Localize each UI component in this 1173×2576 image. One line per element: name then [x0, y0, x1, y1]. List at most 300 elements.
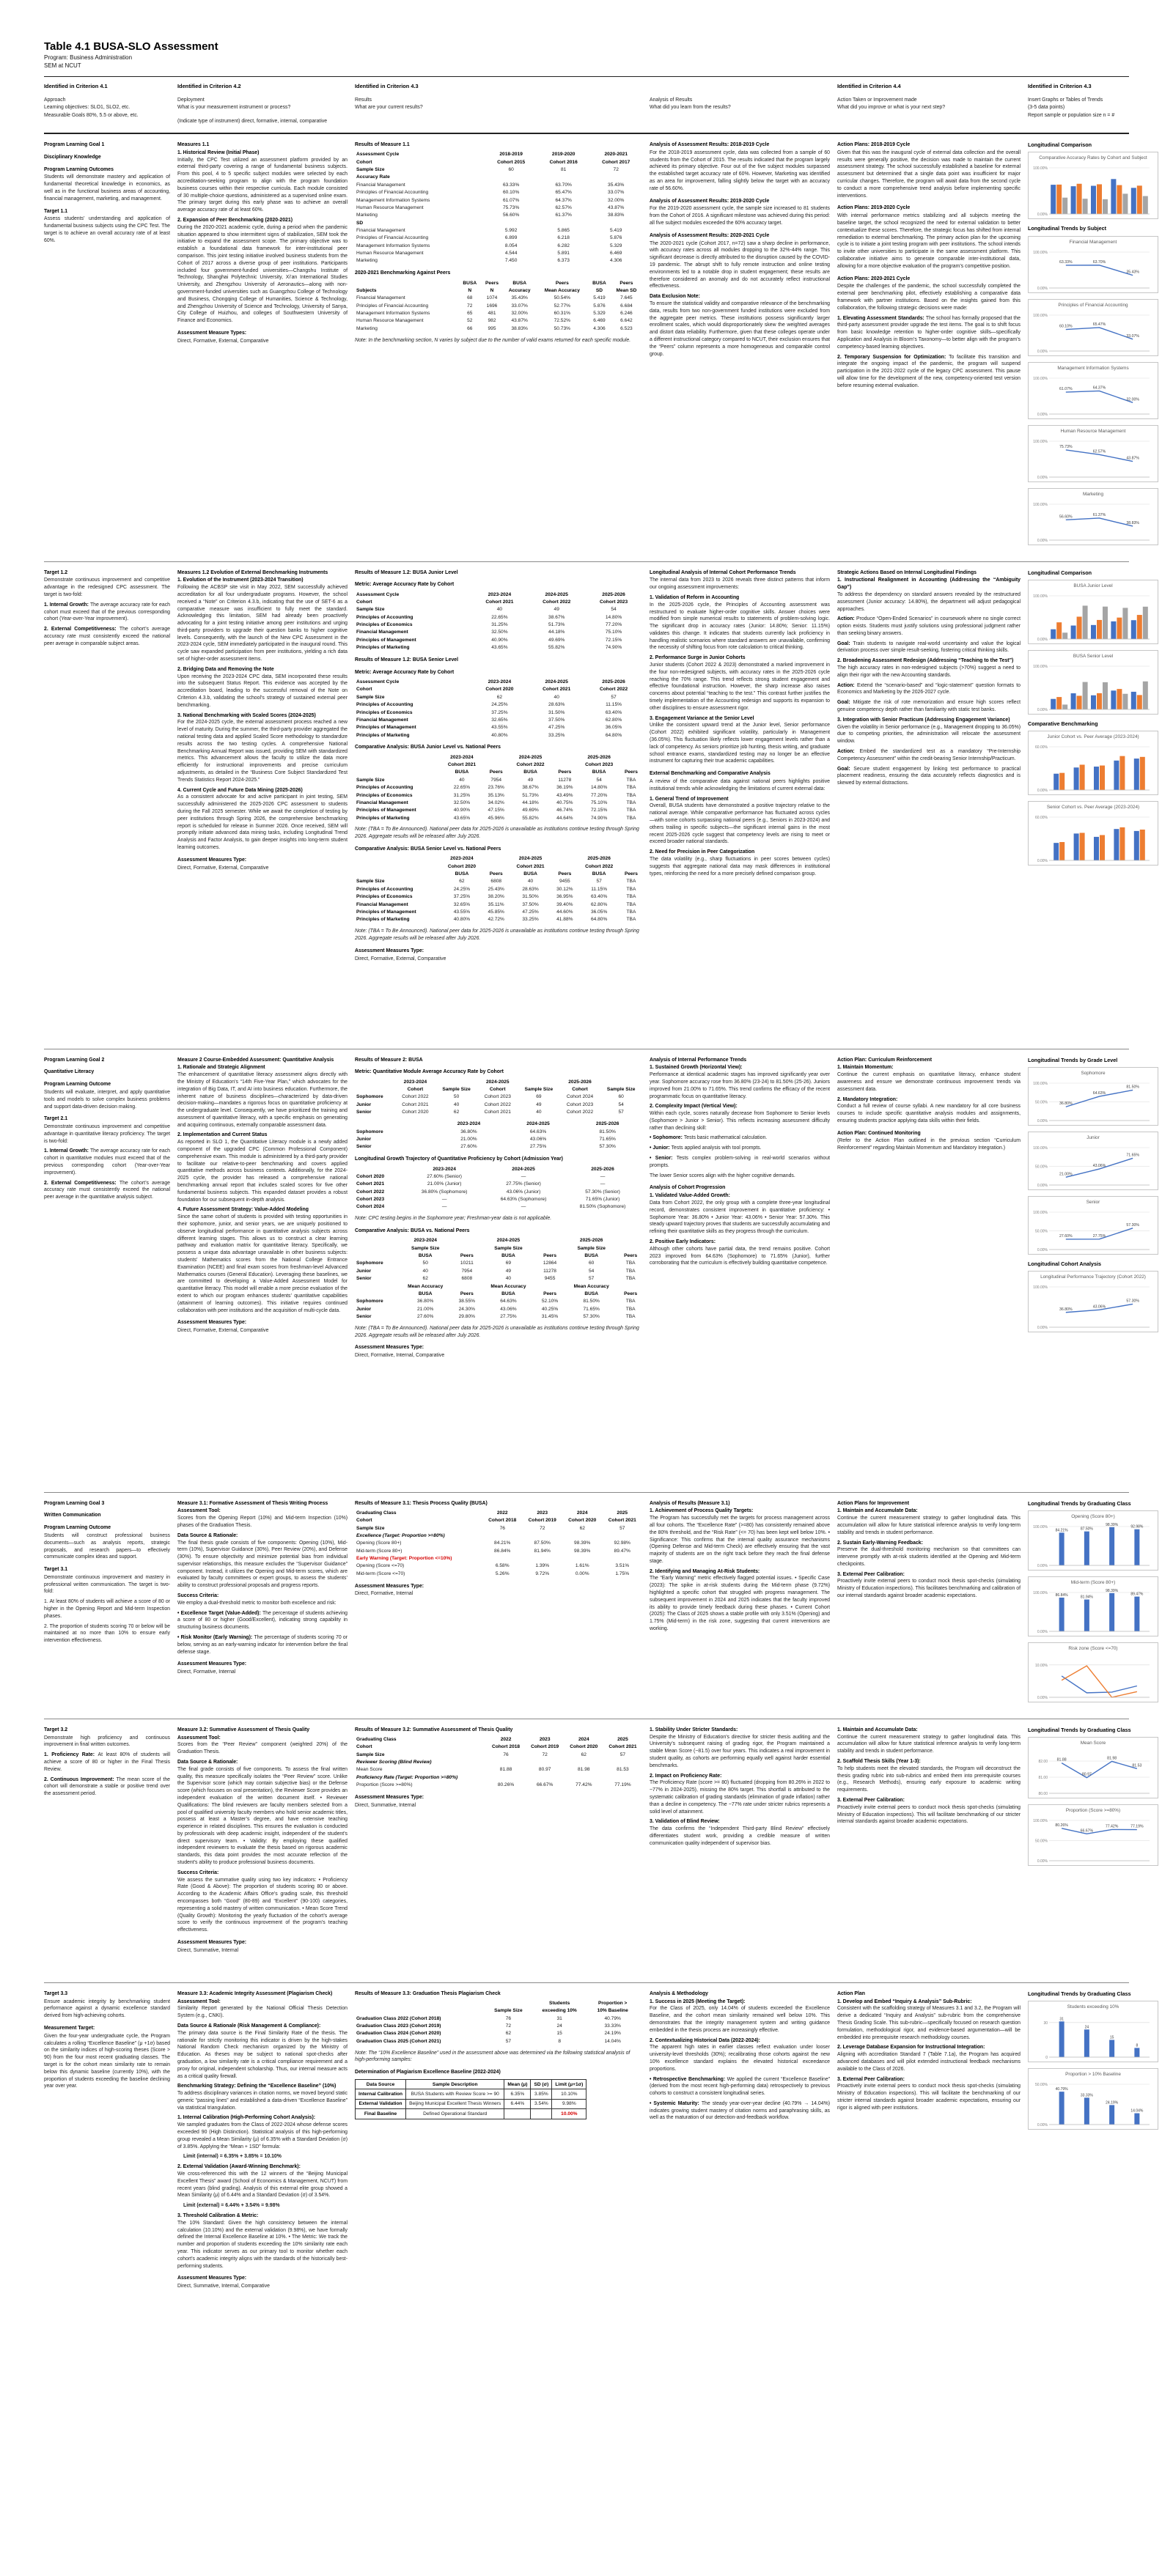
- chart-box: [1028, 801, 1158, 866]
- table-cell: 32.50%: [491, 630, 508, 635]
- paragraph: For the 2018-2019 assessment cycle, data was collected from a sample of 60 students from the Cohort of 2015. The results indicated that the program largely achieved its primary objective. Four out of the five subject modules surpassed the established target accuracy rate of 60%. However, Marketing was identified as an area for improvement, falling slightly below the target with an accuracy rate of 56.60%.: [650, 150, 830, 191]
- table-cell: [638, 2007, 642, 2015]
- chart-box: [1028, 1067, 1158, 1126]
- table-cell: 28.63%: [548, 702, 565, 708]
- table-row: [355, 242, 642, 249]
- table-cell: Management Information Systems: [356, 311, 430, 316]
- paragraph-label: 1. Develop and Embed “Inquiry & Analysis” Sub-Rubric:: [837, 1999, 972, 2004]
- table-cell: Peers: [624, 1253, 638, 1259]
- table-row: [356, 2080, 586, 2089]
- table-cell: Junior: [356, 1268, 372, 1274]
- table-cell: [638, 2030, 642, 2037]
- svg-text:86.84%: 86.84%: [1055, 1593, 1068, 1598]
- table-cell: Graduating Class: [356, 1737, 397, 1743]
- table-cell: 40.79%: [604, 2015, 621, 2021]
- chart-title: Senior Cohort vs. Peer Average (2023-2024): [1046, 804, 1140, 810]
- table-row: [355, 753, 642, 761]
- table-cell: 57: [619, 1525, 625, 1531]
- svg-text:92.98%: 92.98%: [1130, 1524, 1144, 1529]
- paragraph: 1. Historical Review (Initial Phase) Initially, the CPC Test utilized an assessment platform provided by an external third-party covering a range of fundamental business subjects. From this pool, 4 to 5 specific subject modules were selected by each accreditation-seeking program to align with the program foundation business courses within their respective curricula. Each module consisted of 30 multiple-choice questions, administered as a supervised online exam. The primary target during this early phase was to achieve an overall average accuracy rate of at least 60%.: [177, 150, 348, 213]
- table-cell: 30.12%: [556, 886, 573, 892]
- table-cell: 21.00% (Junior): [427, 1181, 462, 1187]
- table-cell: 2024-2025: [512, 1166, 535, 1172]
- chart-title: Marketing: [1082, 491, 1104, 497]
- criterion-label: Identified in Criterion 4.3: [1028, 83, 1092, 89]
- paragraph-label: • Risk Monitor (Early Warning):: [177, 1635, 254, 1641]
- table-cell: Sample Size: [494, 1245, 523, 1251]
- svg-text:82.00: 82.00: [1038, 1759, 1048, 1764]
- table-cell: 6.218: [557, 235, 570, 241]
- paragraph: Direct, Summative, Internal, Comparative: [177, 2284, 270, 2289]
- page-title: Table 4.1 BUSA-SLO Assessment: [44, 40, 218, 53]
- chart-canvas: [1030, 1143, 1153, 1188]
- assessment-row-4: [44, 1492, 1144, 1719]
- table-cell: 5.26%: [495, 1571, 510, 1576]
- paragraph: 1. Validated Value-Added Growth: Data from Cohort 2022, the only group with a complete three-year longitudinal record, demonstrates consistent improvement in quantitative proficiency: • Sophomore Year: 36.80% • Junior Year: 43.06% • Senior Year: 57.30%. This steady upward trajectory proves that students are successfully accumulating and refining their quantitative skills as they progress through the curriculum.: [650, 1193, 830, 1235]
- paragraph: 3. Validation of Blind Review: The data confirms the “Independent Third-party Blind Review” effectively differentiates student work, providing a credible measure of written communication quality independent of supervisor bias.: [650, 1819, 830, 1846]
- chart-group-label: Longitudinal Comparison: [1028, 141, 1092, 149]
- data-table: [355, 679, 642, 739]
- section-heading: Comparative Analysis: BUSA Senior Level vs. National Peers: [355, 846, 501, 852]
- table-cell: BUSA: [584, 1253, 599, 1259]
- section-heading: Measure 3.2: Summative Assessment of Thesis Quality: [177, 1727, 310, 1732]
- svg-text:0.00%: 0.00%: [1037, 1859, 1048, 1864]
- paragraph-label: 3. External Peer Calibration:: [837, 1797, 905, 1803]
- table-row: [355, 2023, 642, 2030]
- table-cell: Sophomore: [356, 1094, 383, 1100]
- table-row: [355, 1267, 642, 1274]
- table-cell: 64.63%: [529, 1129, 547, 1134]
- table-cell: 41.88%: [556, 917, 573, 923]
- table-cell: [536, 1283, 564, 1290]
- criterion-label: Identified in Criterion 4.4: [837, 83, 901, 89]
- paragraph: 1. Rationale and Strategic Alignment The enhancement of quantitative literacy assessment aligns directly with the Ministry of Education’s “14th Five-Year Plan,” which advocates for the integration of Big Data, IT, and AI into business education. Furthermore, the inherent nature of business disciplines—characterized by data-driven decision-making—mandates a rigorous focus on quantitative proficiency at the undergraduate level. Consequently, we have prioritized the training and assessment of quantitative literacy, with a specific emphasis on generating and acquiring continuous, externally comparable assessment data.: [177, 1065, 348, 1128]
- table-cell: Cohort 2024: [356, 1204, 385, 1210]
- criterion-label: Identified in Criterion 4.1: [44, 83, 108, 89]
- table-cell: Sample Size: [356, 1752, 385, 1757]
- table-cell: Financial Management: [356, 717, 408, 723]
- table-cell: 50: [453, 1094, 460, 1100]
- table-cell: [355, 1237, 398, 1244]
- table-cell: Financial Management: [356, 227, 405, 233]
- chart-canvas: [1030, 1748, 1153, 1796]
- table-cell: 9.98%: [552, 2099, 586, 2108]
- section-heading: Metric: Quantitative Module Average Accuracy Rate by Cohort: [355, 1069, 504, 1075]
- svg-text:100.00%: 100.00%: [1033, 502, 1048, 507]
- paragraph-label: 2. Need for Precision in Peer Categorization: [650, 849, 755, 855]
- table-cell: Sample Size: [577, 1245, 606, 1251]
- table-cell: [355, 1165, 405, 1173]
- table-cell: 6.899: [504, 235, 518, 241]
- table-cell: Senior: [356, 1144, 372, 1150]
- paragraph: Assessment Tool: Scores from the Opening Report (10%) and Mid-term Inspection (10%) phases of the Graduation Thesis.: [177, 1508, 348, 1528]
- table-cell: 62: [422, 1276, 428, 1282]
- header-line: Analysis of Results: [650, 97, 693, 103]
- table-cell: 7.450: [504, 258, 518, 264]
- table-cell: BUSA: [592, 770, 606, 775]
- table-cell: Reviewer Scoring (Blind Review): [356, 1760, 432, 1765]
- table-cell: 32.50%: [453, 800, 471, 805]
- table-cell: 6.282: [557, 243, 570, 248]
- table-cell: 32.65%: [491, 717, 508, 723]
- table-row: [355, 916, 642, 923]
- header-col-2: [177, 83, 348, 125]
- table-cell: TBA: [625, 1276, 636, 1282]
- table-cell: 8: [558, 2038, 561, 2044]
- table-cell: 982: [488, 318, 496, 324]
- table-cell: 2024-2025: [545, 591, 568, 597]
- table-cell: 22.65%: [491, 614, 508, 620]
- section-heading: 2020-2021 Benchmarking Against Peers: [355, 270, 451, 276]
- paragraph: 1. Maintain Momentum: Continue the current emphasis on quantitative literacy, enhance student awareness and ensure we demonstrate continuous improvement trends via assessment data.: [837, 1065, 1021, 1092]
- svg-text:24.19%: 24.19%: [1106, 2100, 1119, 2106]
- svg-text:50.00%: 50.00%: [1035, 1839, 1048, 1844]
- table-cell: 77.20%: [590, 792, 608, 798]
- section-heading: Action Plans: 2018-2019 Cycle: [837, 142, 911, 148]
- table-row: [355, 181, 642, 188]
- table-cell: Students: [549, 2001, 570, 2007]
- svg-text:64.63%: 64.63%: [1092, 1090, 1106, 1096]
- table-cell: 44.64%: [556, 815, 573, 821]
- table-cell: 15: [556, 2031, 562, 2037]
- baseline-grid-table: [355, 2079, 586, 2119]
- note-text: Note: CPC testing begins in the Sophomore year; Freshman-year data is not applicable.: [355, 1216, 552, 1222]
- section-heading: Action Plan: Curriculum Reinforcement: [837, 1057, 933, 1063]
- table-cell: BUSA: [455, 770, 469, 775]
- table-cell: 10211: [460, 1261, 474, 1266]
- row2-col3: [355, 569, 642, 1038]
- table-cell: [603, 1759, 642, 1766]
- paragraph: Demonstrate continuous improvement and competitive advantage in quantitative literacy proficiency. The target is two-fold:: [44, 1124, 170, 1144]
- table-row: [355, 1570, 642, 1577]
- table-row: [355, 196, 642, 204]
- chart-group-label: Longitudinal Trends by Graduating Class: [1028, 1726, 1131, 1733]
- table-cell: 64.80%: [605, 732, 622, 738]
- svg-text:100.00%: 100.00%: [1033, 1145, 1048, 1151]
- section-heading: Measure 3.1: Formative Assessment of Thesis Writing Process: [177, 1500, 328, 1506]
- table-cell: 40: [459, 777, 465, 783]
- table-cell: Principles of Accounting: [356, 785, 413, 791]
- svg-text:43.06%: 43.06%: [1092, 1163, 1106, 1168]
- formula-text: Limit (internal) = 6.35% + 3.85% = 10.10%: [183, 2154, 282, 2160]
- table-cell: 31.45%: [541, 1313, 559, 1319]
- table-cell: 36.05%: [605, 725, 622, 731]
- svg-text:0.00%: 0.00%: [1037, 412, 1048, 417]
- paragraph: • Senior: Tests complex problem-solving in real-world scenarios without prompts.: [650, 1156, 830, 1168]
- paragraph: Success Criteria: We employ a dual-threshold metric to monitor both excellence and risk:: [177, 1593, 337, 1606]
- table-cell: [486, 1774, 525, 1781]
- table-row: [355, 166, 642, 174]
- paragraph: Direct, Summative, Internal: [355, 1802, 416, 1808]
- section-heading: Longitudinal Analysis of Internal Cohort Performance Trends: [650, 569, 796, 575]
- table-cell: BUSA: [523, 871, 537, 877]
- table-cell: Defined Operational Standard: [406, 2109, 504, 2119]
- table-cell: Mean Accuracy: [490, 1283, 526, 1289]
- table-cell: Principles of Economics: [356, 894, 413, 900]
- chart-canvas: [1030, 373, 1153, 417]
- paragraph: Direct, Formative, External, Comparative: [177, 865, 269, 871]
- table-cell: [483, 761, 510, 769]
- svg-text:0.00%: 0.00%: [1037, 1247, 1048, 1252]
- table-cell: Principles of Accounting: [356, 614, 413, 620]
- table-cell: Mean (μ): [504, 2080, 531, 2089]
- table-cell: Cohort 2021: [608, 1744, 637, 1750]
- table-cell: Management Information Systems: [356, 243, 430, 248]
- table-cell: [518, 1078, 560, 1085]
- svg-text:80.97: 80.97: [1081, 1772, 1092, 1777]
- paragraph: • Risk Monitor (Early Warning): The percentage of students scoring 70 or below, serving as an early-warning indicator for intervention before the final defense stage.: [177, 1635, 348, 1655]
- table-cell: 12864: [543, 1261, 557, 1266]
- chart-group-label: Longitudinal Trends by Graduating Class: [1028, 1499, 1131, 1507]
- svg-text:36.80%: 36.80%: [1059, 1101, 1073, 1106]
- table-cell: 98.39%: [574, 1540, 591, 1546]
- table-cell: Cohort 2016: [549, 159, 578, 165]
- table-cell: Sample Size: [356, 694, 385, 700]
- svg-text:100.00%: 100.00%: [1033, 1285, 1048, 1290]
- svg-text:61.37%: 61.37%: [1092, 512, 1106, 517]
- table-cell: [537, 174, 590, 181]
- table-cell: Mean Accuracy: [408, 1283, 444, 1289]
- table-cell: Sophomore: [356, 1129, 383, 1134]
- paragraph: 2. Scaffold Thesis Skills (Year 1-3): To help students meet the elevated standards, the Program will deconstruct the thesis grading rubric into sub-rubrics and embed them into prerequisite courses (e.g., Research Methods), ensuring early exposure to academic writing requirements.: [837, 1758, 1021, 1793]
- svg-text:15: 15: [1109, 2035, 1114, 2040]
- table-cell: 92.98%: [614, 1540, 630, 1546]
- data-table: [355, 2000, 642, 2045]
- table-row: [355, 1260, 642, 1267]
- table-row: [355, 598, 642, 605]
- table-cell: [638, 2037, 642, 2045]
- table-cell: 55.82%: [522, 815, 539, 821]
- svg-text:30: 30: [1043, 2020, 1048, 2026]
- table-cell: [565, 1759, 603, 1766]
- paragraph-label: 1. Success in 2025 (Meeting the Target):: [650, 1999, 746, 2004]
- header-line: Deployment: [177, 97, 205, 103]
- table-cell: 5.891: [557, 251, 570, 257]
- table-cell: 44.18%: [522, 800, 539, 805]
- table-row: [355, 1101, 642, 1108]
- paragraph-label: 2. Continuous Improvement:: [44, 1776, 117, 1782]
- table-cell: 66.67%: [536, 1782, 554, 1788]
- table-cell: 31.50%: [548, 709, 565, 715]
- table-cell: 62: [505, 2031, 512, 2037]
- table-cell: 40: [554, 694, 559, 700]
- row6-col4: [650, 1990, 830, 2536]
- table-cell: Peers: [543, 1291, 557, 1296]
- table-cell: [620, 761, 642, 769]
- table-cell: 14.80%: [590, 785, 608, 791]
- table-row: [355, 878, 642, 885]
- paragraph: 2. External Competitiveness: The cohort’s average accuracy rate must consistently exceed the national peer average in the quantitative analysis subject.: [44, 1180, 171, 1200]
- table-row: [355, 1290, 642, 1297]
- table-cell: [600, 1078, 642, 1085]
- table-cell: TBA: [626, 909, 636, 915]
- chart-canvas: [1030, 1587, 1153, 1634]
- chart-box: [1028, 425, 1158, 482]
- svg-text:60.10%: 60.10%: [1059, 324, 1073, 329]
- table-cell: 43.87%: [608, 204, 625, 210]
- table-cell: 43.87%: [511, 318, 528, 324]
- table-row: [356, 2109, 586, 2119]
- table-cell: 76: [503, 1752, 509, 1757]
- table-cell: Mean Score: [356, 1767, 383, 1773]
- table-cell: [435, 1078, 478, 1085]
- table-cell: 32.00%: [608, 197, 625, 203]
- table-cell: 63.40%: [590, 894, 608, 900]
- section-heading: External Benchmarking and Comparative Analysis: [650, 771, 771, 777]
- table-cell: 2018-2019: [499, 152, 523, 158]
- section-heading: Target 3.1: [44, 1567, 68, 1573]
- paragraph: 2. Bridging Data and Removing the Note Upon receiving the 2023-2024 CPC data, SEM incorporated these results into the subsequent Status Report. This evidence was accepted by the accreditation board, leading to the successful removal of the Note on Criterion 4.3.b, validating the school’s strategy of sustained external peer benchmarking.: [177, 666, 348, 708]
- svg-text:81.94%: 81.94%: [1080, 1595, 1093, 1600]
- paragraph: 1. Elevating Assessment Standards: The school has formally proposed that the third-party assessment provider upgrade the test items. The goal is to shift focus from basic knowledge retention to higher-order cognitive skills—specifically Application and Analysis in Bloom’s Taxonomy—to better align with the program’s competency-based learning objectives.: [837, 315, 1021, 350]
- header-line: Action Taken or Improvement made: [837, 97, 917, 103]
- paragraph: Data Source & Rationale: The final grade consists of five components. To assess the final written quality, this measure specifically isolates the “Peer Review” score. Unlike the Supervisor score (which may contain subjective bias) or the Defense score (which focuses on oral presentation), the Reviewer Score provides an independent evaluation of the written document itself. • Reviewer Qualifications: The blind reviewers are faculty members selected from a pool of qualified university faculty members who hold senior academic titles, possess at least a Master’s degree, and have extensive teaching experience in related disciplines. This ensures the evaluation is conducted by professionals with deep academic insight, independent of the student’s direct supervisory team. • Validity: By employing these qualified independent reviewers to evaluate the thesis based on rigorous academic standards, this data point provides the most accurate reflection of the student’s ability to produce professional business documents.: [177, 1759, 348, 1866]
- table-row: [355, 1078, 642, 1085]
- table-cell: Peers: [624, 770, 638, 775]
- paragraph: With internal performance metrics stabilizing and all subjects meeting the baseline target, the school recognized the need for external validation to better contextualize these scores. Therefore, the strategic focus has shifted from internal remediation to external benchmarking. The primary action plan for the upcoming cycle is to initiate a joint testing program with peer institutions. The school intends to invite other universities to participate in the same assessment platform. This collaborative initiative aims to generate comparable inter-institutional data, allowing for a more objective evaluation of the program’s competitive position.: [837, 213, 1021, 269]
- table-cell: 36.80%: [417, 1299, 434, 1304]
- table-cell: Cohort 2019: [531, 1744, 559, 1750]
- section-heading: Quantitative Literacy: [44, 1069, 95, 1075]
- table-cell: 45.85%: [488, 909, 504, 915]
- table-cell: Cohort 2017: [602, 159, 630, 165]
- table-cell: Assessment Cycle: [356, 679, 400, 685]
- paragraph: 2. Temporary Suspension for Optimization: To facilitate this transition and integrate the ongoing impact of the pandemic, the program will suspend participation in the 2021-2022 cycle of the legacy CPC assessment. This pause will allow time for the development of the new, competency-oriented test version before resuming external evaluation.: [837, 354, 1021, 388]
- table-cell: 3.54%: [531, 2099, 552, 2108]
- table-cell: Cohort 2021: [447, 762, 476, 768]
- section-heading: Strategic Actions Based on Internal Longitudinal Findings: [837, 569, 977, 575]
- table-cell: 43.65%: [491, 645, 508, 651]
- section-heading: Measure 3.3: Academic Integrity Assessment (Plagiarism Check): [177, 1990, 333, 1996]
- chart-box: [1028, 362, 1158, 419]
- paragraph: Given that this was the inaugural cycle of external data collection and the overall results were generally positive, the decision was made to maintain the current assessment strategy. The school successfully established a baseline for external assessment but determined that a single data point was insufficient for major curricular changes. Therefore, the program will await data from the second cycle to conduct a more comprehensive trend analysis before implementing specific interventions.: [837, 150, 1021, 199]
- table-cell: Marketing: [356, 213, 378, 218]
- paragraph-label: Goal:: [837, 641, 853, 646]
- paragraph: 2. Identifying and Managing At-Risk Students: The “Early Warning” metric effectively flagged potential issues. • Specific Case (2023): The spike in at-risk students during the Mid-term phase (9.72%) highlighted a specific cohort that struggled with progress management. The subsequent improvement in 2024 and 2025 indicates that the faculty improved its ability to provide timely feedback during these phases. • Current Cohort (2025): The Class of 2025 shows a stable profile with only 3.51% (Opening) and 1.75% (Mid-term) in the risk zone, suggesting that current interventions are working.: [650, 1568, 830, 1632]
- svg-text:24: 24: [1084, 2025, 1089, 2030]
- table-cell: 69: [505, 1261, 512, 1266]
- table-cell: Assessment Cycle: [356, 591, 400, 597]
- data-table: [355, 1509, 642, 1577]
- table-cell: Principles of Marketing: [356, 917, 410, 923]
- table-cell: 5.419: [593, 295, 606, 301]
- assessment-row-6: [44, 1982, 1144, 2547]
- table-cell: 49: [554, 607, 559, 613]
- paragraph-label: Assessment Tool:: [177, 1508, 221, 1514]
- table-cell: 995: [488, 325, 496, 331]
- paragraph-label: Benchmarking Strategy: Defining the “Excellence Baseline” (10%): [177, 2084, 337, 2089]
- table-cell: Principles of Economics: [356, 709, 413, 715]
- table-cell: Cohort: [407, 1086, 424, 1092]
- table-cell: Human Resource Management: [356, 204, 424, 210]
- section-heading: Target 3.2: [44, 1727, 68, 1732]
- table-cell: 77.42%: [576, 1782, 592, 1788]
- table-cell: Graduation Class 2023 (Cohort 2019): [356, 2023, 441, 2029]
- section-heading: Analysis of Assessment Results: 2019-2020 Cycle: [650, 198, 770, 204]
- table-cell: Accuracy: [508, 287, 531, 293]
- table-cell: 71.65% (Junior): [585, 1197, 620, 1203]
- table-cell: Financial Management: [356, 901, 408, 907]
- svg-text:87.50%: 87.50%: [1080, 1527, 1093, 1532]
- row6-col1: [44, 1990, 170, 2536]
- table-cell: 40.90%: [491, 637, 508, 643]
- table-cell: [522, 1554, 562, 1562]
- table-cell: [551, 753, 578, 761]
- table-cell: Cohort 2020: [485, 687, 514, 693]
- table-cell: 57: [589, 1276, 595, 1282]
- table-cell: Senior: [356, 1313, 372, 1319]
- table-cell: Peers: [558, 871, 572, 877]
- row4-col2: [177, 1500, 348, 1708]
- table-cell: 6.373: [557, 258, 570, 264]
- table-row: [355, 250, 642, 257]
- chart-group-label: Comparative Benchmarking: [1028, 720, 1098, 727]
- header-col-5: [837, 83, 1021, 125]
- paragraph-label: 2. Mandatory Integration:: [837, 1096, 898, 1102]
- svg-text:0.00%: 0.00%: [1037, 213, 1048, 218]
- section-heading: Analysis of Assessment Results: 2020-2021 Cycle: [650, 232, 770, 238]
- table-cell: 63.33%: [502, 182, 520, 188]
- paragraph-label: 1. Stability Under Stricter Standards:: [650, 1727, 738, 1732]
- table-cell: 481: [488, 311, 496, 316]
- table-cell: [638, 2000, 642, 2007]
- table-cell: [565, 1774, 603, 1781]
- paragraph: 1. Validation of Reform in Accounting In the 2025-2026 cycle, the Principles of Accounting assessment was restructured to evaluate higher-order cognitive skills. Answer choices were modified from simple numerical results to statements of problem-solving logic. The significant drop in accuracy rates (Junior: 14.80%; Senior: 11.15%) validates this change. It indicates that students currently lack proficiency in handling realistic scenarios where standard answers are unavailable, confirming the necessity of shifting focus from rote calculation to critical thinking.: [650, 594, 830, 651]
- paragraph: The internal data from 2023 to 2026 reveals three distinct patterns that inform our ongoing assessment improvements:: [650, 577, 830, 591]
- table-cell: Internal Calibration: [356, 2089, 406, 2099]
- table-row: [355, 174, 642, 181]
- table-row: [355, 1196, 642, 1203]
- paragraph: Goal: Train students to navigate real-world uncertainty and value the logical derivation process over simple result-seeking, fostering critical thinking skills.: [837, 641, 1021, 654]
- table-cell: 1696: [486, 303, 498, 309]
- table-cell: 1.61%: [575, 1563, 589, 1569]
- section-heading: Assessment Measures Type:: [177, 2276, 247, 2281]
- paragraph: 4. Future Assessment Strategy: Value-Added Modeling Since the same cohort of students is provided with testing opportunities in their sophomore, junior, and senior years, we are uniquely positioned to observe longitudinal performance in quantitative analysis subjects across different learning stages. This allows us to construct a clear learning pathway and evaluation matrix for quantitative literacy. Specifically, we possess a unique data advantage unavailable in other business subjects: students’ Mathematics scores from the National College Entrance Examination (NCEE) and final exam scores from freshman-level Advanced Mathematics courses (General Education). Leveraging these baselines, we are committed to developing a Value-Added Assessment Model for quantitative literacy. This model will enable a more precise evaluation of the extent to which our program enhances students’ quantitative capabilities (attainment of learning outcomes). This initiative requires continued collaboration with peer institutions and the acquisition of multi-cycle data.: [177, 1207, 348, 1313]
- paragraph: 3. External Peer Calibration: Proactively invite external peers to conduct mock thesis spot-checks (simulating Ministry of Education inspections). This will facilitate the benchmarking of our stricter internal standards against broader academic expectations, ensuring our rigor is aligned with peer institutions.: [837, 2076, 1021, 2111]
- table-cell: 27.75% (Senior): [506, 1181, 541, 1187]
- chart-canvas: [1030, 742, 1153, 793]
- row5-col2: [177, 1727, 348, 1972]
- table-cell: [482, 1554, 523, 1562]
- table-cell: 57.30%: [583, 1313, 600, 1319]
- table-cell: 62: [453, 1110, 460, 1115]
- table-cell: 27.60%: [417, 1313, 434, 1319]
- table-row: [355, 1143, 642, 1151]
- table-cell: Mean Accuracy: [573, 1283, 609, 1289]
- table-cell: 64.80%: [590, 917, 608, 923]
- chart-title: Opening (Score 80+): [1071, 1513, 1115, 1519]
- row1-col6: [1028, 141, 1166, 550]
- paragraph-label: 3. External Peer Calibration:: [837, 1571, 905, 1577]
- table-cell: [355, 2000, 485, 2007]
- table-row: [355, 1283, 642, 1290]
- table-cell: Sample Size: [524, 1086, 554, 1092]
- table-cell: [551, 855, 578, 863]
- table-row: [355, 287, 642, 294]
- table-cell: 24: [556, 2023, 562, 2029]
- svg-text:100.00%: 100.00%: [1033, 594, 1048, 599]
- table-row: [355, 855, 642, 863]
- table-cell: Sample Size: [494, 2008, 523, 2014]
- chart-box: [1028, 650, 1158, 715]
- row1-col5: [837, 141, 1021, 550]
- table-row: [356, 2089, 586, 2099]
- table-row: [355, 1085, 642, 1093]
- table-cell: 49: [505, 1268, 512, 1274]
- table-cell: TBA: [626, 785, 636, 791]
- section-heading: Assessment Measures Type:: [355, 1345, 424, 1351]
- table-cell: Principles of Financial Accounting: [356, 235, 429, 241]
